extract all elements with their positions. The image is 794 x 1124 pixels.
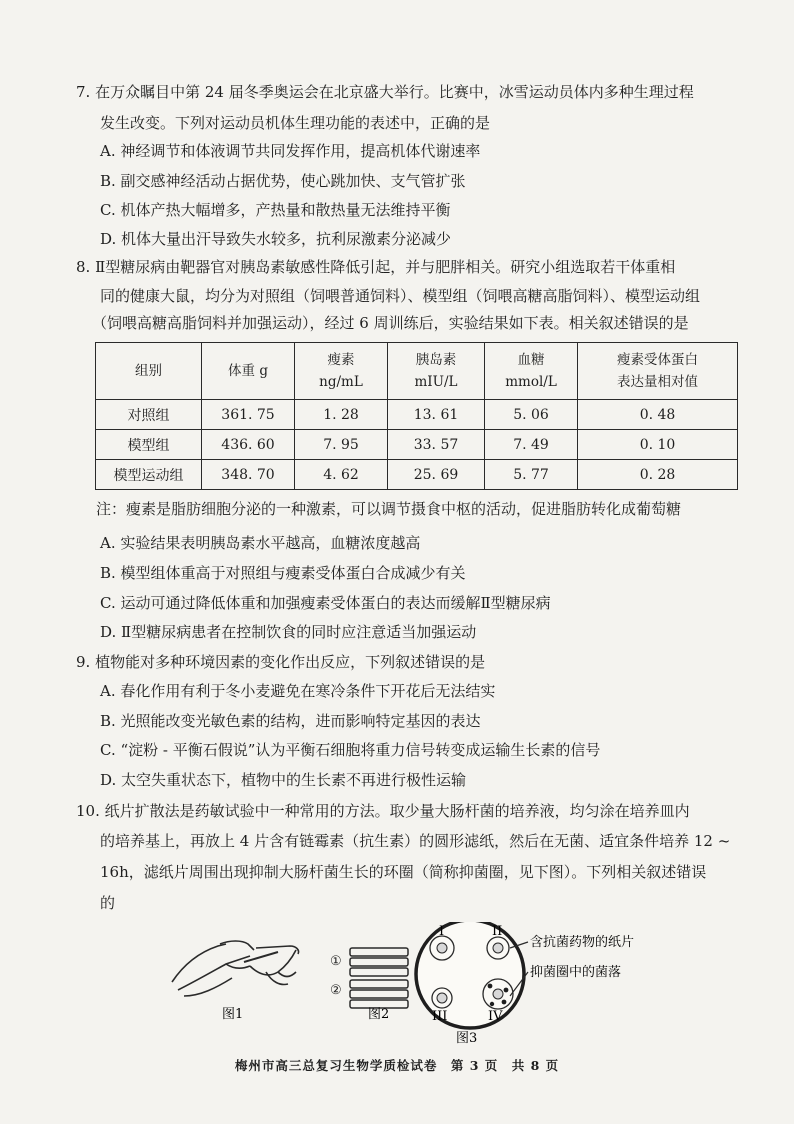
q8-stem-line1: 8. Ⅱ型糖尿病由靶器官对胰岛素敏感性降低引起，并与肥胖相关。研究小组选取若干体重相 bbox=[76, 258, 676, 276]
fig1-caption: 图1 bbox=[222, 1007, 244, 1022]
table-cell: 0. 10 bbox=[578, 430, 738, 460]
header-leptin: 瘦素 ng/mL bbox=[295, 343, 388, 400]
q10-figure bbox=[160, 922, 720, 1050]
q10-stem-line3: 16h，滤纸片周围出现抑制大肠杆菌生长的环圈（简称抑菌圈，见下图）。下列相关叙述错误 bbox=[100, 863, 707, 881]
table-row bbox=[96, 460, 738, 490]
disc-label-2: II bbox=[492, 924, 503, 939]
disc-label-4: IV bbox=[488, 1009, 503, 1024]
table-cell: 4. 62 bbox=[295, 460, 388, 490]
table-row bbox=[96, 400, 738, 430]
annotation-paper-disc: 含抗菌药物的纸片 bbox=[530, 935, 635, 950]
q8-stem-line3: （饲喂高糖高脂饲料并加强运动），经过 6 周训练后，实验结果如下表。相关叙述错误的是 bbox=[92, 314, 689, 332]
q8-note: 注：瘦素是脂肪细胞分泌的一种激素，可以调节摄食中枢的活动，促进脂肪转化成葡萄糖 bbox=[96, 500, 682, 518]
q9-option-b: B. 光照能改变光敏色素的结构，进而影响特定基因的表达 bbox=[100, 712, 481, 730]
annotation-colonies: 抑菌圈中的菌落 bbox=[530, 965, 622, 980]
table-cell: 模型运动组 bbox=[96, 460, 202, 490]
q10-stem-line4: 的 bbox=[100, 894, 116, 912]
table-cell: 0. 28 bbox=[578, 460, 738, 490]
table-cell: 7. 95 bbox=[295, 430, 388, 460]
q8-option-d: D. Ⅱ型糖尿病患者在控制饮食的同时应注意适当加强运动 bbox=[100, 623, 477, 641]
fig1-hand-drawing bbox=[172, 941, 299, 996]
disc-label-3: III bbox=[432, 1009, 448, 1024]
table-cell: 0. 48 bbox=[578, 400, 738, 430]
table-cell: 25. 69 bbox=[388, 460, 485, 490]
q7-stem-line2: 发生改变。下列对运动员机体生理功能的表述中，正确的是 bbox=[100, 114, 491, 132]
fig2-plates bbox=[330, 948, 408, 1008]
q8-option-c: C. 运动可通过降低体重和加强瘦素受体蛋白的表达而缓解Ⅱ型糖尿病 bbox=[100, 594, 551, 612]
q9-option-c: C. “淀粉 - 平衡石假说”认为平衡石细胞将重力信号转变成运输生长素的信号 bbox=[100, 741, 601, 759]
table-row bbox=[96, 430, 738, 460]
fig2-caption: 图2 bbox=[368, 1007, 390, 1022]
fig2-label-1: ① bbox=[330, 954, 342, 969]
q7-option-a: A. 神经调节和体液调节共同发挥作用，提高机体代谢速率 bbox=[100, 142, 481, 160]
q8-results-table bbox=[95, 342, 738, 490]
q7-option-c: C. 机体产热大幅增多，产热量和散热量无法维持平衡 bbox=[100, 201, 451, 219]
header-receptor: 瘦素受体蛋白 表达量相对值 bbox=[578, 343, 738, 400]
table-cell: 1. 28 bbox=[295, 400, 388, 430]
q7-option-b: B. 副交感神经活动占据优势，使心跳加快、支气管扩张 bbox=[100, 172, 466, 190]
q9-option-a: A. 春化作用有利于冬小麦避免在寒冷条件下开花后无法结实 bbox=[100, 682, 496, 700]
table-cell: 33. 57 bbox=[388, 430, 485, 460]
q10-stem-line2: 的培养基上，再放上 4 片含有链霉素（抗生素）的圆形滤纸，然后在无菌、适宜条件培养 12 ~ bbox=[100, 832, 731, 850]
q8-option-b: B. 模型组体重高于对照组与瘦素受体蛋白合成减少有关 bbox=[100, 564, 466, 582]
q7-stem-line1: 7. 在万众瞩目中第 24 届冬季奥运会在北京盛大举行。比赛中，冰雪运动员体内多种生理过程 bbox=[76, 83, 694, 101]
page-footer: 梅州市高三总复习生物学质检试卷 第 3 页 共 8 页 bbox=[234, 1058, 560, 1073]
table-cell: 436. 60 bbox=[202, 430, 295, 460]
fig3-petri-dish bbox=[416, 922, 528, 1028]
header-group: 组别 bbox=[96, 343, 202, 400]
table-header-row bbox=[96, 343, 738, 400]
table-cell: 7. 49 bbox=[485, 430, 578, 460]
table-cell: 对照组 bbox=[96, 400, 202, 430]
q8-option-a: A. 实验结果表明胰岛素水平越高，血糖浓度越高 bbox=[100, 534, 421, 552]
disc-label-1: I bbox=[439, 924, 445, 939]
fig2-label-2: ② bbox=[330, 983, 342, 998]
header-weight: 体重 g bbox=[202, 343, 295, 400]
table-cell: 361. 75 bbox=[202, 400, 295, 430]
fig3-caption: 图3 bbox=[456, 1031, 478, 1046]
table-cell: 348. 70 bbox=[202, 460, 295, 490]
q9-option-d: D. 太空失重状态下，植物中的生长素不再进行极性运输 bbox=[100, 771, 467, 789]
table-cell: 模型组 bbox=[96, 430, 202, 460]
q9-stem-line1: 9. 植物能对多种环境因素的变化作出反应，下列叙述错误的是 bbox=[76, 653, 486, 671]
table-cell: 5. 77 bbox=[485, 460, 578, 490]
header-glucose: 血糖 mmol/L bbox=[485, 343, 578, 400]
q7-option-d: D. 机体大量出汗导致失水较多，抗利尿激素分泌减少 bbox=[100, 230, 452, 248]
q10-stem-line1: 10. 纸片扩散法是药敏试验中一种常用的方法。取少量大肠杆菌的培养液，均匀涂在培养皿内 bbox=[76, 802, 690, 820]
table-cell: 5. 06 bbox=[485, 400, 578, 430]
header-insulin: 胰岛素 mIU/L bbox=[388, 343, 485, 400]
q8-stem-line2: 同的健康大鼠，均分为对照组（饲喂普通饲料）、模型组（饲喂高糖高脂饲料）、模型运动组 bbox=[100, 287, 701, 305]
table-cell: 13. 61 bbox=[388, 400, 485, 430]
